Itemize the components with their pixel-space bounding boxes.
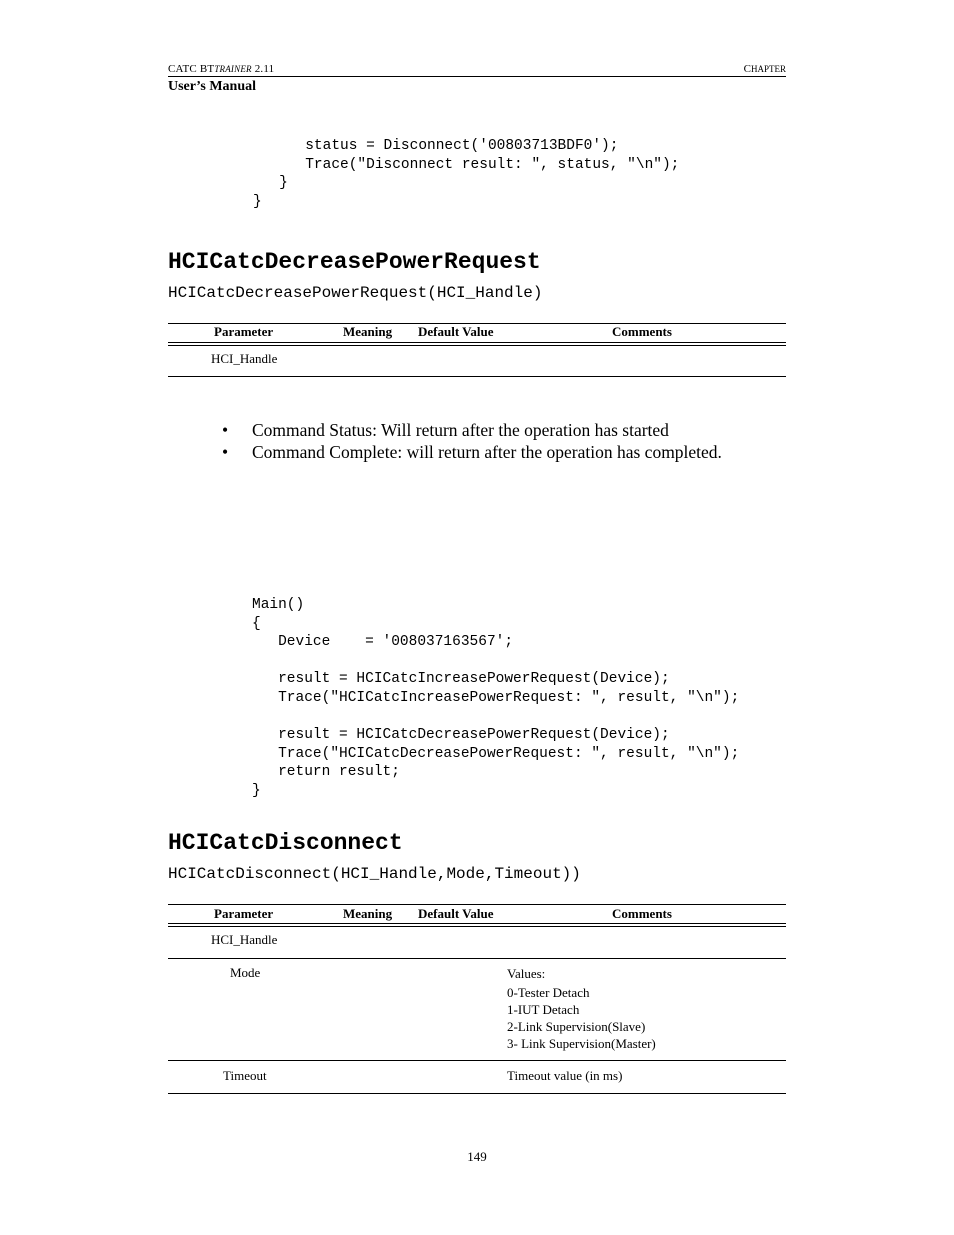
code-line: {	[252, 615, 261, 632]
table-row-comments	[507, 965, 656, 1052]
comment-line: 2-Link Supervision(Slave)	[507, 1019, 646, 1034]
return-bullet-list	[222, 419, 722, 463]
code-line: Trace("Disconnect result: ", status, "\n");	[253, 156, 680, 173]
table-header-rule-2	[168, 926, 786, 927]
table-header-parameter: Parameter	[214, 324, 274, 339]
section-title-decrease-power: HCICatcDecreasePowerRequest	[168, 249, 541, 275]
table-row-parameter: Timeout	[223, 1068, 267, 1083]
bullet-icon: •	[222, 442, 229, 462]
table-row-parameter: HCI_Handle	[211, 351, 278, 366]
code-line: result = HCICatcDecreasePowerRequest(Device);	[252, 727, 670, 744]
code-block-example-main	[252, 596, 739, 801]
function-signature-disconnect: HCICatcDisconnect(HCI_Handle,Mode,Timeout))	[168, 865, 581, 883]
table-header-comments: Comments	[612, 324, 672, 339]
table-row-parameter: HCI_Handle	[211, 932, 278, 947]
comment-line: 0-Tester Detach	[507, 985, 590, 1000]
code-line: Device = '008037163567';	[252, 634, 514, 651]
product-version: 2.11	[254, 63, 275, 75]
table-row-rule	[168, 1060, 786, 1061]
bullet-icon: •	[222, 420, 229, 440]
chapter-rest: HAPTER	[750, 64, 786, 74]
comment-line: Values:	[507, 966, 546, 981]
code-line: result = HCICatcIncreasePowerRequest(Device);	[252, 671, 670, 688]
list-item	[222, 441, 722, 463]
table-header-rule-2	[168, 345, 786, 346]
table-header-comments: Comments	[612, 906, 672, 921]
table-header-default-value: Default Value	[418, 324, 494, 339]
chapter-first-letter: C	[743, 63, 751, 75]
comment-line: 3- Link Supervision(Master)	[507, 1036, 656, 1051]
code-line: status = Disconnect('00803713BDF0');	[253, 138, 619, 154]
table-header-parameter: Parameter	[214, 906, 274, 921]
code-line: Trace("HCICatcDecreasePowerRequest: ", result, "\n");	[252, 745, 740, 762]
table-header-rule-1	[168, 342, 786, 343]
product-prefix: CATC BT	[168, 63, 215, 75]
table-row-parameter: Mode	[230, 965, 261, 980]
header-rule	[168, 76, 786, 77]
code-line	[252, 652, 739, 671]
running-header-product	[168, 63, 274, 75]
product-smallcaps: TRAINER	[214, 64, 252, 74]
code-line: }	[253, 193, 262, 210]
code-line: return result;	[252, 764, 400, 781]
bullet-text: Command Status: Will return after the operation has started	[252, 420, 669, 440]
section-title-disconnect: HCICatcDisconnect	[168, 830, 403, 856]
table-header-rule-1	[168, 923, 786, 924]
table-row-comments: Timeout value (in ms)	[507, 1068, 623, 1083]
comment-line: 1-IUT Detach	[507, 1002, 580, 1017]
running-header-subtitle: User’s Manual	[168, 79, 257, 94]
bullet-text: Command Complete: will return after the operation has completed.	[252, 442, 722, 462]
table-bottom-rule	[168, 376, 786, 377]
table-header-meaning: Meaning	[343, 324, 393, 339]
code-block-disconnect	[253, 137, 679, 211]
table-bottom-rule	[168, 1093, 786, 1094]
table-row-rule	[168, 958, 786, 959]
code-line: }	[253, 175, 288, 192]
list-item	[222, 419, 722, 441]
running-header-chapter	[744, 63, 786, 75]
table-header-default-value: Default Value	[418, 906, 494, 921]
table-header-meaning: Meaning	[343, 906, 393, 921]
code-line: Trace("HCICatcIncreasePowerRequest: ", result, "\n");	[252, 689, 740, 706]
page-number: 149	[467, 1149, 487, 1164]
function-signature-decrease-power: HCICatcDecreasePowerRequest(HCI_Handle)	[168, 284, 543, 302]
table-top-rule	[168, 904, 786, 905]
code-line: Main()	[252, 597, 305, 613]
code-line: }	[252, 782, 261, 799]
code-line	[252, 708, 739, 727]
